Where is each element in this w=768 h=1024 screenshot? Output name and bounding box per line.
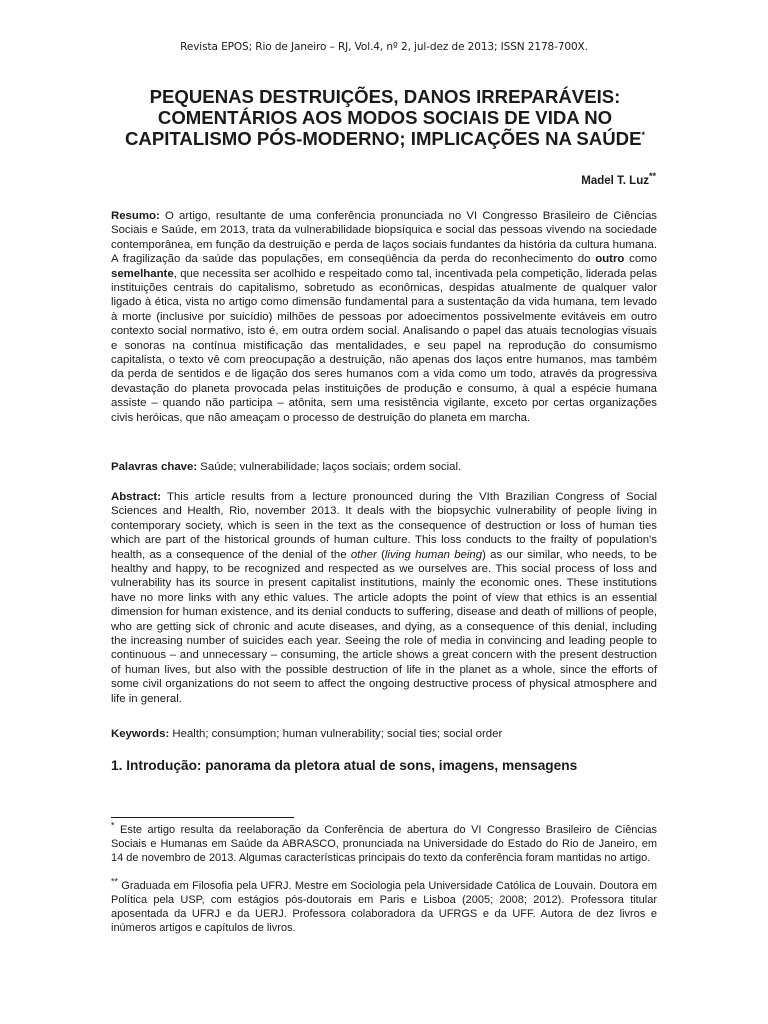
article-title [100, 86, 670, 149]
author-name: Madel T. Luz [581, 175, 649, 187]
palavras-chave-text: Saúde; vulnerabilidade; laços sociais; ordem social. [197, 461, 462, 473]
abstract-italic-other: other [350, 548, 377, 561]
keywords-text: Health; consumption; human vulnerability; social ties; social order [169, 728, 503, 740]
resumo-text-3: , que necessita ser acolhido e respeitado como tal, incentivada pela competição, liderada pelas instituições centrais do capitalismo, sobretudo as econômicas, despidas atualmente de qualquer valor ligado à ética, vista no artigo como dimensão fundamental para a sustentação da vida humana, tem levado à morte (inclusive por suicídio) milhões de pessoas por adoecimentos possivelmente evitáveis em outro contexto social normativo, isto é, em outra ordem social. Analisando o papel das atuais tecnologias visuais e sonoras na contínua mistificação das mentalidades, e seu papel na reprodução do consumismo capitalista, o texto vê com preocupação a destruição, não apenas dos laços entre humanos, mas também da perda de sentidos e de ligação dos seres humanos com a vida como um todo, através da progressiva devastação do planeta provocada pelas instituições de produção e consumo, à qual a espécie humana assiste – quando não participa – atônita, sem uma resistência vigilante, exceto por certas organizações civis heróicas, que não ameaçam o processo de destruição do planeta em marcha. [111, 267, 657, 424]
footnote-2-text: Graduada em Filosofia pela UFRJ. Mestre em Sociologia pela Universidade Católica de Louvain. Doutora em Política pela USP, com estágios pós-doutorais em Paris e Lisboa (2005; 2008; 2012). Professora titular aposentada da UFRJ e da UERJ. Professora colaboradora da UFRGS e da UFF. Autora de dez livros e inúmeros artigos e capítulos de livros. [111, 880, 657, 934]
palavras-chave-label: Palavras chave: [111, 461, 198, 473]
author-line [400, 171, 656, 187]
running-header [0, 41, 768, 53]
abstract-italic-living-human-being: living human being [384, 548, 483, 561]
keywords-label: Keywords: [111, 728, 170, 740]
section-heading-introducao: 1. Introdução: panorama da pletora atual de sons, imagens, mensagens [111, 758, 578, 773]
abstract-text-1: This article results from a lecture pronounced during the VIth Brazilian Congress of Social Sciences and Health, Rio, november 2013. It deals with the biopsychic vulnerability of people living in contemporary society, which is seen in the text as the consequence of destruction or loss of human ties which are part of the historical grounds of human culture. This loss conducts to the frailty of population's health, as a consequence of the denial of the [111, 491, 657, 561]
abstract-paragraph [111, 490, 657, 706]
abstract-text-3: ) as our similar, who needs, to be healthy and happy, to be recognized and respected as we ourselves are. This social process of loss and vulnerability has its source in present capitalist institutions, mainly the economic ones. These institutions have no more links with any ethic values. The article adopts the point of view that ethics is an essential dimension for human existence, and its denial conducts to suffering, disease and death of millions of people, who are getting sick of chronic and acute diseases, and dying, as a consequence of this denial, including the increasing number of suicides each year. Seeing the role of media in convincing and leading people to continuous – and unnecessary – consuming, the article shows a great concern with the present destruction of human lives, but also with the possible destruction of life in the planet as a whole, since the efforts of some civil organizations do not seem to affect the ongoing destructive process of physical atmosphere and life in general. [111, 548, 657, 705]
footnote-1 [111, 820, 657, 865]
footnote-2-marker: ** [111, 876, 119, 887]
journal-citation: Revista EPOS; Rio de Janeiro – RJ, Vol.4, nº 2, jul-dez de 2013; ISSN 2178-700X. [180, 41, 588, 53]
resumo-text-1: O artigo, resultante de uma conferência pronunciada no VI Congresso Brasileiro de Ciências Sociais e Saúde, em 2013, trata da vulnerabilidade biopsíquica e social das pessoas vivendo na sociedade contemporânea, em função da destruição e perda de laços sociais fundantes da história da cultura humana. A fragilização da saúde das populações, em conseqüência da perda do reconhecimento do [111, 210, 657, 266]
resumo-text-2: como [624, 253, 657, 266]
resumo-emphasis-outro: outro [595, 253, 625, 266]
footnote-1-text: Este artigo resulta da reelaboração da Conferência de abertura do VI Congresso Brasileiro de Ciências Sociais e Humanas em Saúde da ABRASCO, pronunciada na Universidade do Estado do Rio de Janeiro, em 14 de novembro de 2013. Algumas características principais do texto da conferência foram mantidas no artigo. [111, 824, 657, 864]
footnote-2 [111, 876, 657, 935]
palavras-chave-line [111, 460, 657, 474]
footnote-separator [111, 817, 294, 818]
footnote-1-marker: * [111, 820, 115, 831]
keywords-line [111, 727, 657, 741]
resumo-emphasis-semelhante: semelhante [111, 267, 174, 280]
author-footnote-marker[interactable]: ** [648, 171, 656, 182]
resumo-paragraph [111, 209, 657, 425]
article-title-text: PEQUENAS DESTRUIÇÕES, DANOS IRREPARÁVEIS: COMENTÁRIOS AOS MODOS SOCIAIS DE VIDA NO CAPITALISMO PÓS-MODERNO; IMPLICAÇÕES NA SAÚDE [124, 86, 642, 149]
abstract-text-2: ( [376, 548, 385, 561]
resumo-label: Resumo: [111, 210, 160, 222]
title-footnote-marker[interactable]: * [641, 129, 646, 140]
abstract-label: Abstract: [111, 491, 162, 503]
